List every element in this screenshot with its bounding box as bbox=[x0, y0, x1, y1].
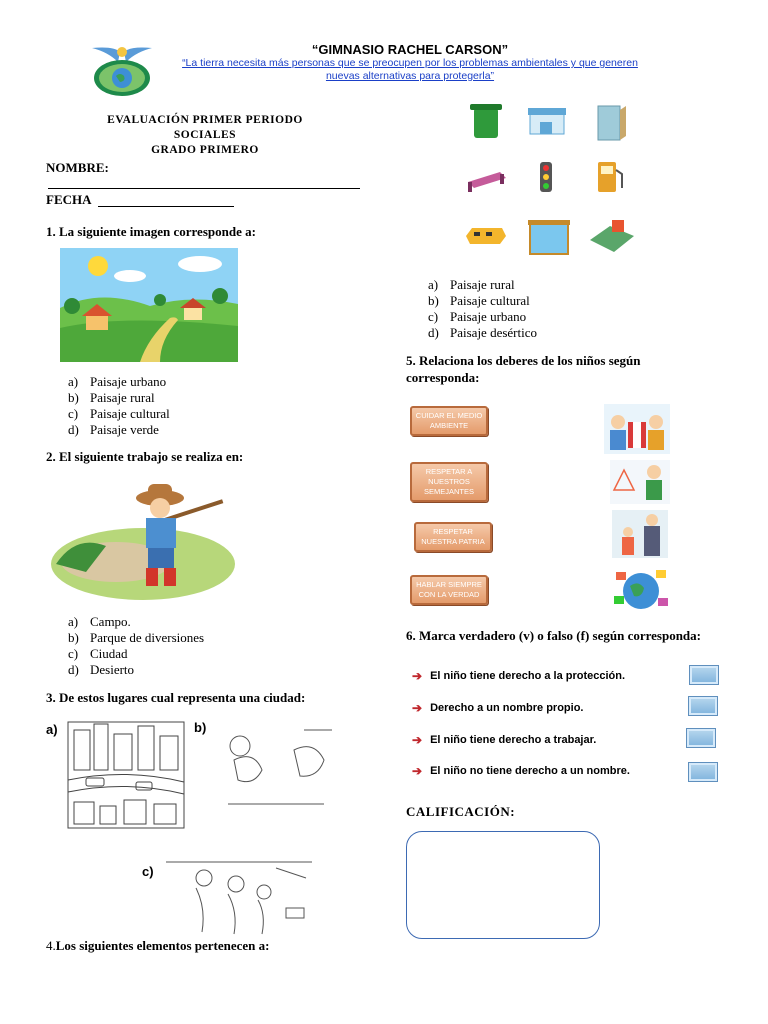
school-logo bbox=[90, 38, 154, 98]
shop-sign-icon bbox=[590, 220, 634, 252]
school-name: “GIMNASIO RACHEL CARSON” bbox=[311, 42, 509, 57]
bed-icon bbox=[468, 172, 506, 192]
question-6: 6. Marca verdadero (v) o falso (f) según corresponda: bbox=[406, 628, 701, 643]
store-icon bbox=[528, 108, 566, 134]
q3-label-b: b) bbox=[194, 720, 207, 735]
sea-animals-drawing-image[interactable] bbox=[214, 720, 338, 812]
beach-drawing-image[interactable] bbox=[166, 848, 312, 938]
duty-button-environment[interactable]: CUIDAR EL MEDIO AMBIENTE bbox=[410, 406, 488, 436]
name-line[interactable] bbox=[48, 188, 360, 189]
q1-option-a[interactable]: a) Paisaje urbano bbox=[68, 374, 167, 389]
tf-answer-box-2[interactable] bbox=[688, 696, 718, 716]
gas-pump-icon bbox=[598, 162, 622, 192]
duty-button-respect-others[interactable]: RESPETAR A NUESTROS SEMEJANTES bbox=[410, 462, 488, 502]
tf-statement-4: ➔ El niño no tiene derecho a un nombre. bbox=[412, 764, 630, 778]
arrow-icon: ➔ bbox=[412, 733, 423, 747]
question-3: 3. De estos lugares cual representa una ciudad: bbox=[46, 690, 306, 705]
farmer-image bbox=[46, 474, 240, 604]
question-4-number: 4. bbox=[46, 938, 56, 953]
q2-option-a[interactable]: a) Campo. bbox=[68, 614, 131, 629]
city-drawing-image[interactable] bbox=[66, 720, 186, 830]
q1-option-c[interactable]: c) Paisaje cultural bbox=[68, 406, 170, 421]
q2-option-b[interactable]: b) Parque de diversiones bbox=[68, 630, 205, 645]
exam-grade: GRADO PRIMERO bbox=[151, 144, 259, 156]
tf-answer-box-4[interactable] bbox=[688, 762, 718, 782]
globe-image[interactable] bbox=[612, 566, 670, 612]
grade-box[interactable] bbox=[406, 831, 600, 939]
q4-option-d[interactable]: d) Paisaje desértico bbox=[428, 325, 537, 340]
date-label: FECHA bbox=[46, 192, 92, 207]
rural-landscape-image bbox=[60, 248, 238, 362]
question-5: 5. Relaciona los deberes de los niños según corresponda: bbox=[406, 353, 641, 385]
q4-option-b[interactable]: b) Paisaje cultural bbox=[428, 293, 530, 308]
child-helping-elder-image[interactable] bbox=[612, 510, 668, 558]
q3-label-a: a) bbox=[46, 722, 58, 737]
q2-option-c[interactable]: c) Ciudad bbox=[68, 646, 128, 661]
name-label: NOMBRE: bbox=[46, 160, 109, 175]
urban-elements-grid bbox=[460, 100, 640, 262]
duty-button-respect-country[interactable]: RESPETAR NUESTRA PATRIA bbox=[414, 522, 492, 552]
bus-stop-icon bbox=[528, 220, 570, 254]
taxi-sign-icon bbox=[466, 228, 506, 244]
school-motto: “La tierra necesita más personas que se preocupen por los problemas ambientales y que generen nuevas alternativas para protegerla” bbox=[182, 57, 638, 82]
tf-statement-3: ➔ El niño tiene derecho a trabajar. bbox=[412, 733, 597, 747]
q4-option-a[interactable]: a) Paisaje rural bbox=[428, 277, 515, 292]
q3-label-c: c) bbox=[142, 864, 154, 879]
tf-answer-box-1[interactable] bbox=[689, 665, 719, 685]
q1-option-d[interactable]: d) Paisaje verde bbox=[68, 422, 159, 437]
traffic-light-icon bbox=[540, 162, 552, 192]
grade-label: CALIFICACIÓN: bbox=[406, 804, 516, 819]
arrow-icon: ➔ bbox=[412, 669, 423, 683]
arrow-icon: ➔ bbox=[412, 764, 423, 778]
duty-button-truth[interactable]: HABLAR SIEMPRE CON LA VERDAD bbox=[410, 575, 488, 605]
q4-option-c[interactable]: c) Paisaje urbano bbox=[428, 309, 527, 324]
trash-can-icon bbox=[470, 104, 502, 138]
exam-title: EVALUACIÓN PRIMER PERIODO bbox=[107, 114, 303, 126]
q2-option-d[interactable]: d) Desierto bbox=[68, 662, 135, 677]
building-icon bbox=[598, 106, 626, 140]
exam-subject: SOCIALES bbox=[173, 129, 237, 141]
q2-options bbox=[68, 614, 204, 678]
question-4 bbox=[46, 938, 270, 954]
arrow-icon: ➔ bbox=[412, 701, 423, 715]
tf-statement-1: ➔ El niño tiene derecho a la protección. bbox=[412, 669, 626, 683]
child-drawing-image[interactable] bbox=[610, 460, 670, 504]
q4-options bbox=[428, 277, 537, 341]
question-2: 2. El siguiente trabajo se realiza en: bbox=[46, 449, 244, 464]
q1-options bbox=[68, 374, 170, 438]
question-4-text: Los siguientes elementos pertenecen a: bbox=[55, 938, 270, 953]
children-environment-image[interactable] bbox=[604, 404, 670, 454]
date-line[interactable] bbox=[98, 206, 234, 207]
tf-answer-box-3[interactable] bbox=[686, 728, 716, 748]
tf-statement-2: ➔ Derecho a un nombre propio. bbox=[412, 701, 584, 715]
question-1: 1. La siguiente imagen corresponde a: bbox=[46, 224, 256, 239]
q1-option-b[interactable]: b) Paisaje rural bbox=[68, 390, 155, 405]
